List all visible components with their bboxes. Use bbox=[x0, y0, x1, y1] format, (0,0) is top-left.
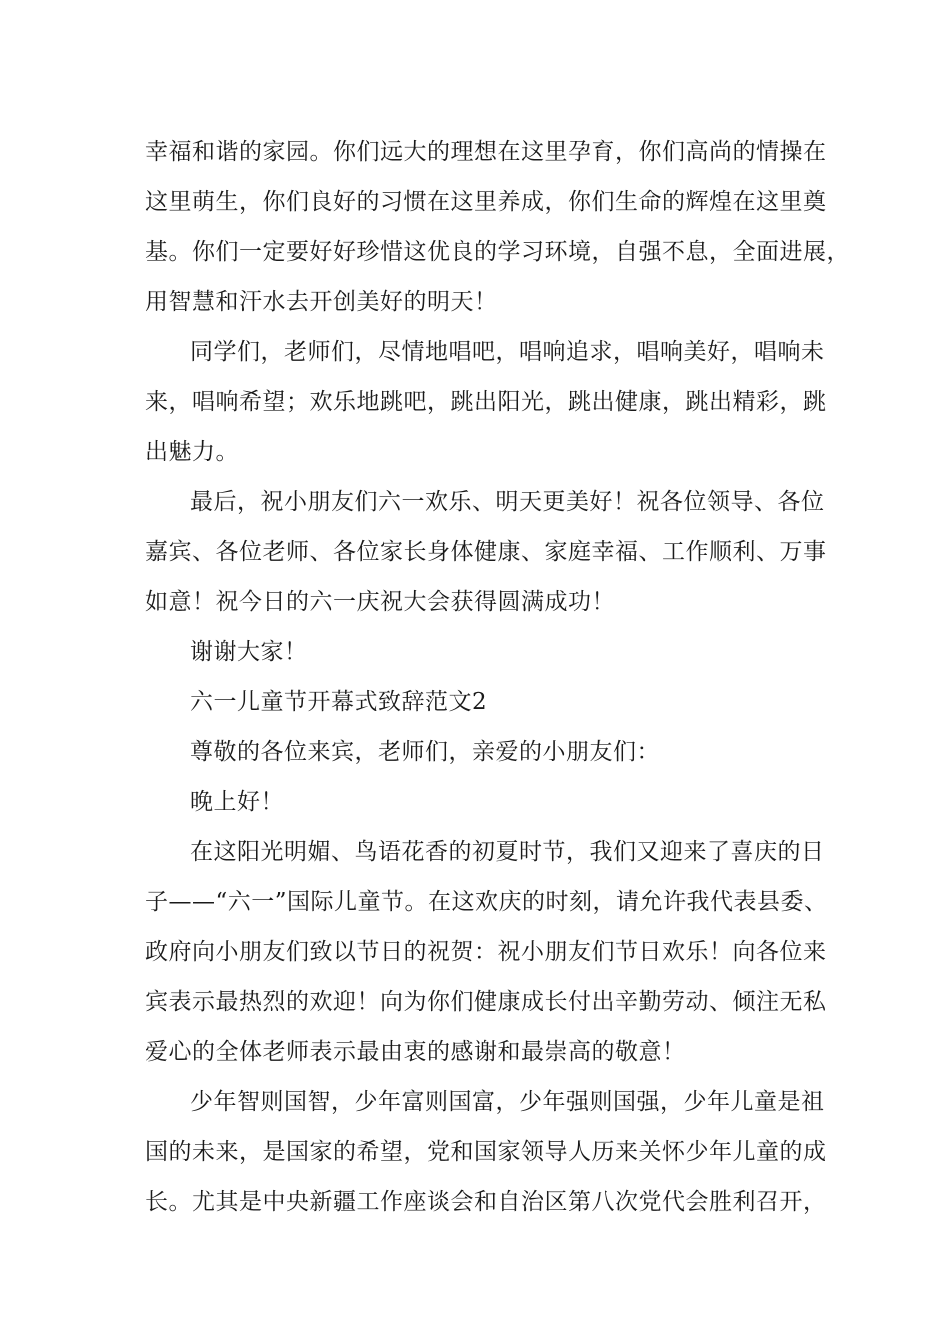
greeting: 晚上好！ bbox=[190, 789, 284, 815]
text-line: 基。你们一定要好好珍惜这优良的学习环境，自强不息，全面进展， bbox=[145, 239, 850, 265]
text-line: 来，唱响希望；欢乐地跳吧，跳出阳光，跳出健康，跳出精彩，跳 bbox=[145, 389, 827, 415]
paragraph-start-line: 最后，祝小朋友们六一欢乐、明天更美好！祝各位领导、各位 bbox=[190, 489, 825, 515]
text-line: 国的未来，是国家的希望，党和国家领导人历来关怀少年儿童的成 bbox=[145, 1139, 827, 1165]
paragraph-start-line: 同学们，老师们，尽情地唱吧，唱响追求，唱响美好，唱响未 bbox=[190, 339, 825, 365]
section-title: 六一儿童节开幕式致辞范文2 bbox=[190, 689, 488, 715]
text-line: 出魅力。 bbox=[145, 439, 239, 465]
text-line: 用智慧和汗水去开创美好的明天！ bbox=[145, 289, 498, 315]
text-line: 这里萌生，你们良好的习惯在这里养成，你们生命的辉煌在这里奠 bbox=[145, 189, 827, 215]
text-line: 如意！祝今日的六一庆祝大会获得圆满成功！ bbox=[145, 589, 615, 615]
salutation: 尊敬的各位来宾，老师们，亲爱的小朋友们： bbox=[190, 739, 660, 765]
text-line: 政府向小朋友们致以节日的祝贺：祝小朋友们节日欢乐！向各位来 bbox=[145, 939, 827, 965]
text-line: 爱心的全体老师表示最由衷的感谢和最崇高的敬意！ bbox=[145, 1039, 686, 1065]
text-line: 宾表示最热烈的欢迎！向为你们健康成长付出辛勤劳动、倾注无私 bbox=[145, 989, 827, 1015]
text-line: 幸福和谐的家园。你们远大的理想在这里孕育，你们高尚的情操在 bbox=[145, 139, 827, 165]
text-line: 嘉宾、各位老师、各位家长身体健康、家庭幸福、工作顺利、万事 bbox=[145, 539, 827, 565]
closing-thanks: 谢谢大家！ bbox=[190, 639, 308, 665]
paragraph-start-line: 在这阳光明媚、鸟语花香的初夏时节，我们又迎来了喜庆的日 bbox=[190, 839, 825, 865]
text-line: 长。尤其是中央新疆工作座谈会和自治区第八次党代会胜利召开， bbox=[145, 1189, 827, 1215]
paragraph-start-line: 少年智则国智，少年富则国富，少年强则国强，少年儿童是祖 bbox=[190, 1089, 825, 1115]
text-line: 子——“六一”国际儿童节。在这欢庆的时刻，请允许我代表县委、 bbox=[145, 889, 828, 915]
